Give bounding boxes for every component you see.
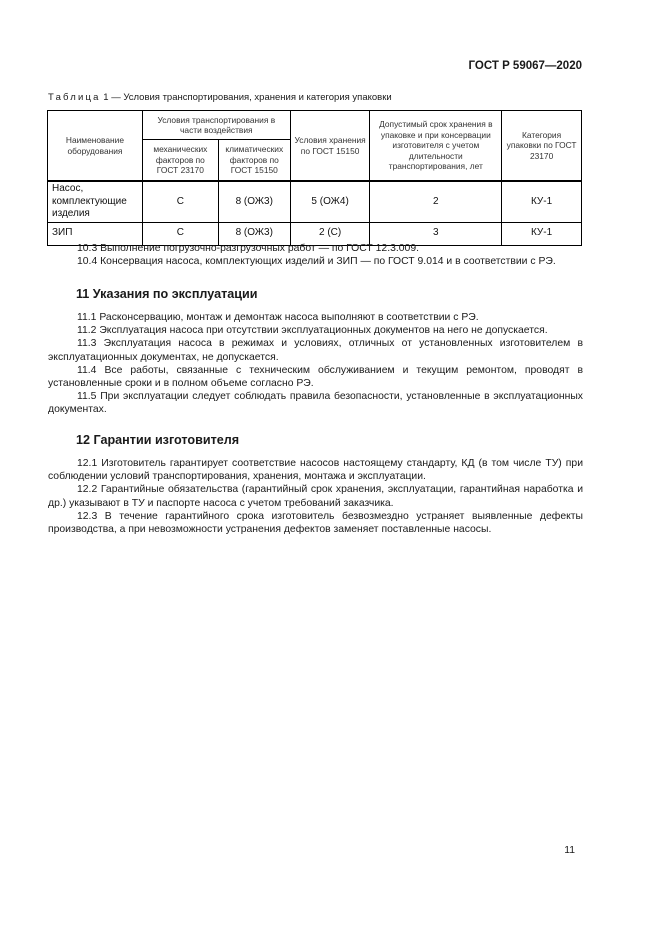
header-clim: климатических факторов по ГОСТ 15150	[218, 140, 290, 182]
cell-category: КУ-1	[502, 222, 582, 245]
header-category: Категория упаковки по ГОСТ 23170	[502, 111, 582, 182]
cell-clim: 8 (ОЖ3)	[218, 181, 290, 222]
table-caption	[48, 92, 392, 103]
paragraph-11-3: 11.3 Эксплуатация насоса в режимах и условиях, отличных от установленных изготовителем в эксплуатационных документах, не допускается.	[48, 338, 583, 363]
cell-mech: С	[142, 181, 218, 222]
cell-storage: 5 (ОЖ4)	[290, 181, 370, 222]
section-11-text	[48, 311, 583, 417]
page-number: 11	[564, 845, 575, 856]
section-12-title: 12 Гарантии изготовителя	[76, 433, 240, 447]
header-period: Допустимый срок хранения в упаковке и при консервации изготовителя с учетом длительности транспортирования, лет	[370, 111, 502, 182]
cell-period: 3	[370, 222, 502, 245]
cell-category: КУ-1	[502, 181, 582, 222]
header-storage: Условия хранения по ГОСТ 15150	[290, 111, 370, 182]
cell-clim: 8 (ОЖ3)	[218, 222, 290, 245]
paragraph-11-4: 11.4 Все работы, связанные с техническим обслуживанием и текущим ремонтом, проводят в установленные сроки и в полном объеме согласно РЭ.	[48, 364, 583, 390]
paragraph-11-1: 11.1 Расконсервацию, монтаж и демонтаж насоса выполняют в соответствии с РЭ.	[77, 312, 479, 323]
paragraph-11-5: 11.5 При эксплуатации следует соблюдать правила безопасности, установленные в эксплуатационных документах.	[48, 391, 583, 416]
paragraph-10-3: 10.3 Выполнение погрузочно-разгрузочных работ — по ГОСТ 12.3.009.	[77, 243, 419, 254]
paragraph-12-2: 12.2 Гарантийные обязательства (гарантийный срок хранения, эксплуатации, гарантийная наработка и др.) указывают в ТУ и паспорте насоса с учетом требований заказчика.	[48, 484, 583, 509]
section-11-title: 11 Указания по эксплуатации	[76, 287, 258, 301]
table-caption-label: Таблица	[48, 92, 101, 103]
section-12-text	[48, 457, 583, 536]
header-name: Наименование оборудования	[48, 111, 143, 182]
conditions-table	[47, 110, 582, 246]
header-transport-group: Условия транспортирования в части воздействия	[142, 111, 290, 140]
header-mech: механических факторов по ГОСТ 23170	[142, 140, 218, 182]
table-caption-text: 1 — Условия транспортирования, хранения и категория упаковки	[100, 92, 392, 103]
cell-mech: С	[142, 222, 218, 245]
standard-designation: ГОСТ Р 59067—2020	[468, 60, 582, 72]
paragraph-12-3: 12.3 В течение гарантийного срока изготовитель безвозмездно устраняет выявленные дефекты производства, а при невозможности устранения дефектов заменяет поставленные насосы.	[48, 510, 583, 536]
paragraph-11-2: 11.2 Эксплуатация насоса при отсутствии эксплуатационных документов на него не допускается.	[77, 325, 548, 337]
cell-name: Насос, комплектующие изделия	[48, 181, 143, 222]
cell-name: ЗИП	[48, 222, 143, 245]
section-10-text	[48, 242, 583, 268]
paragraph-12-1: 12.1 Изготовитель гарантирует соответствие насосов настоящему стандарту, КД (в том числе ТУ) при соблюдении условий транспортирования, хранения, монтажа и эксплуатации.	[48, 458, 583, 483]
cell-storage: 2 (С)	[290, 222, 370, 245]
paragraph-10-4: 10.4 Консервация насоса, комплектующих изделий и ЗИП — по ГОСТ 9.014 и в соответствии с РЭ.	[77, 256, 556, 268]
table-row	[48, 181, 582, 222]
cell-period: 2	[370, 181, 502, 222]
